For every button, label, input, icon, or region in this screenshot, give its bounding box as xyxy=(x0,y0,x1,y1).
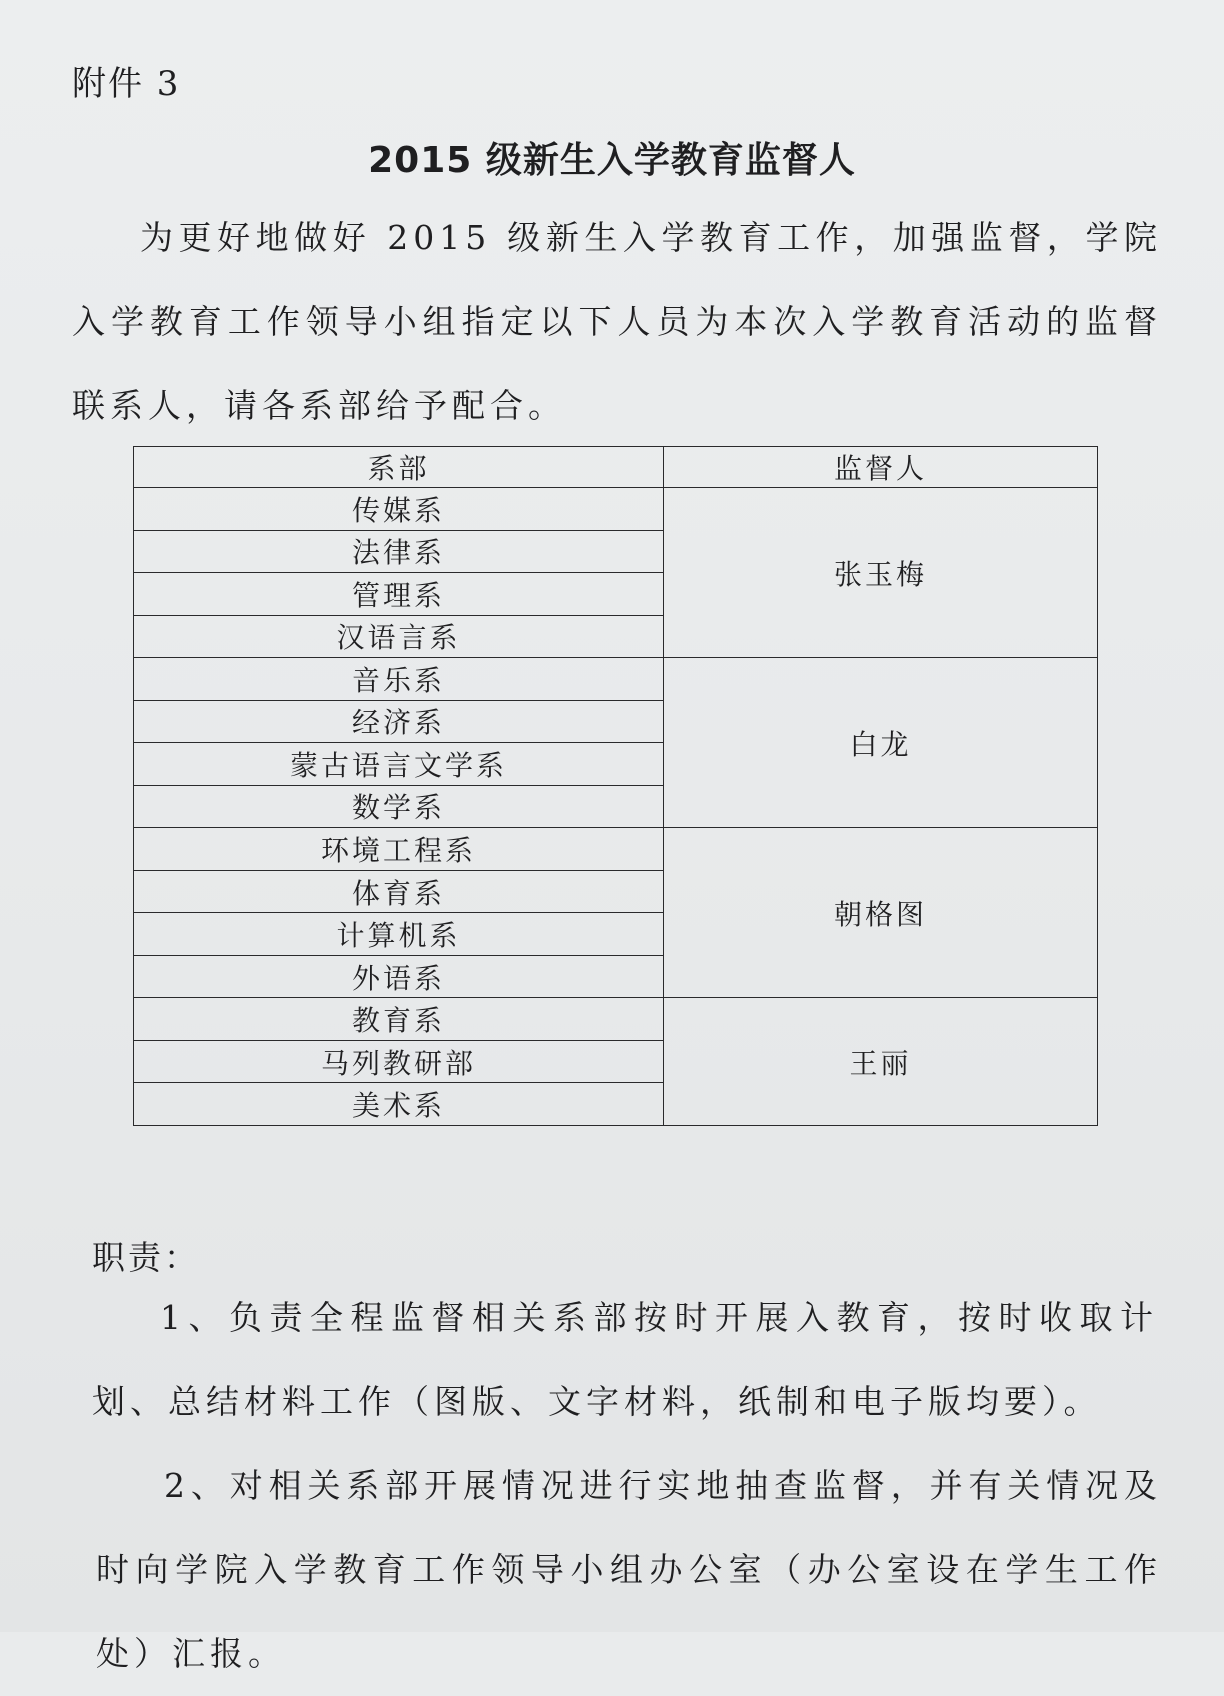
department-cell: 蒙古语言文学系 xyxy=(134,743,664,786)
attachment-label: 附件 3 xyxy=(72,64,181,104)
department-cell: 音乐系 xyxy=(134,658,664,701)
table-row xyxy=(134,828,1098,871)
table-row xyxy=(134,658,1098,701)
header-supervisor: 监督人 xyxy=(664,447,1098,488)
department-cell: 教育系 xyxy=(134,998,664,1041)
department-cell: 经济系 xyxy=(134,700,664,743)
supervisor-table xyxy=(133,446,1098,1126)
department-cell: 美术系 xyxy=(134,1083,664,1126)
supervisor-cell: 白龙 xyxy=(664,658,1098,828)
table-row xyxy=(134,998,1098,1041)
department-cell: 环境工程系 xyxy=(134,828,664,871)
duty-item-2: 2、对相关系部开展情况进行实地抽查监督，并有关情况及时向学院入学教育工作领导小组办公室（办公室设在学生工作处）汇报。 xyxy=(96,1466,1162,1673)
supervisor-cell: 张玉梅 xyxy=(664,488,1098,658)
department-cell: 法律系 xyxy=(134,530,664,573)
duty-item-1: 1、负责全程监督相关系部按时开展入教育，按时收取计划、总结材料工作（图版、文字材料，纸制和电子版均要）。 xyxy=(92,1298,1158,1421)
duties-label: 职责： xyxy=(92,1238,200,1277)
department-cell: 管理系 xyxy=(134,573,664,616)
header-department: 系部 xyxy=(134,447,664,488)
supervisor-cell: 王丽 xyxy=(664,998,1098,1126)
department-cell: 汉语言系 xyxy=(134,615,664,658)
supervisor-cell: 朝格图 xyxy=(664,828,1098,998)
table-row xyxy=(134,488,1098,531)
document-title: 2015 级新生入学教育监督人 xyxy=(368,140,856,181)
intro-paragraph: 为更好地做好 2015 级新生入学教育工作，加强监督，学院入学教育工作领导小组指定以下人员为本次入学教育活动的监督联系人，请各系部给予配合。 xyxy=(72,218,1162,425)
department-cell: 数学系 xyxy=(134,785,664,828)
department-cell: 马列教研部 xyxy=(134,1040,664,1083)
table-header-row xyxy=(134,447,1098,488)
department-cell: 体育系 xyxy=(134,870,664,913)
department-cell: 计算机系 xyxy=(134,913,664,956)
department-cell: 传媒系 xyxy=(134,488,664,531)
department-cell: 外语系 xyxy=(134,955,664,998)
